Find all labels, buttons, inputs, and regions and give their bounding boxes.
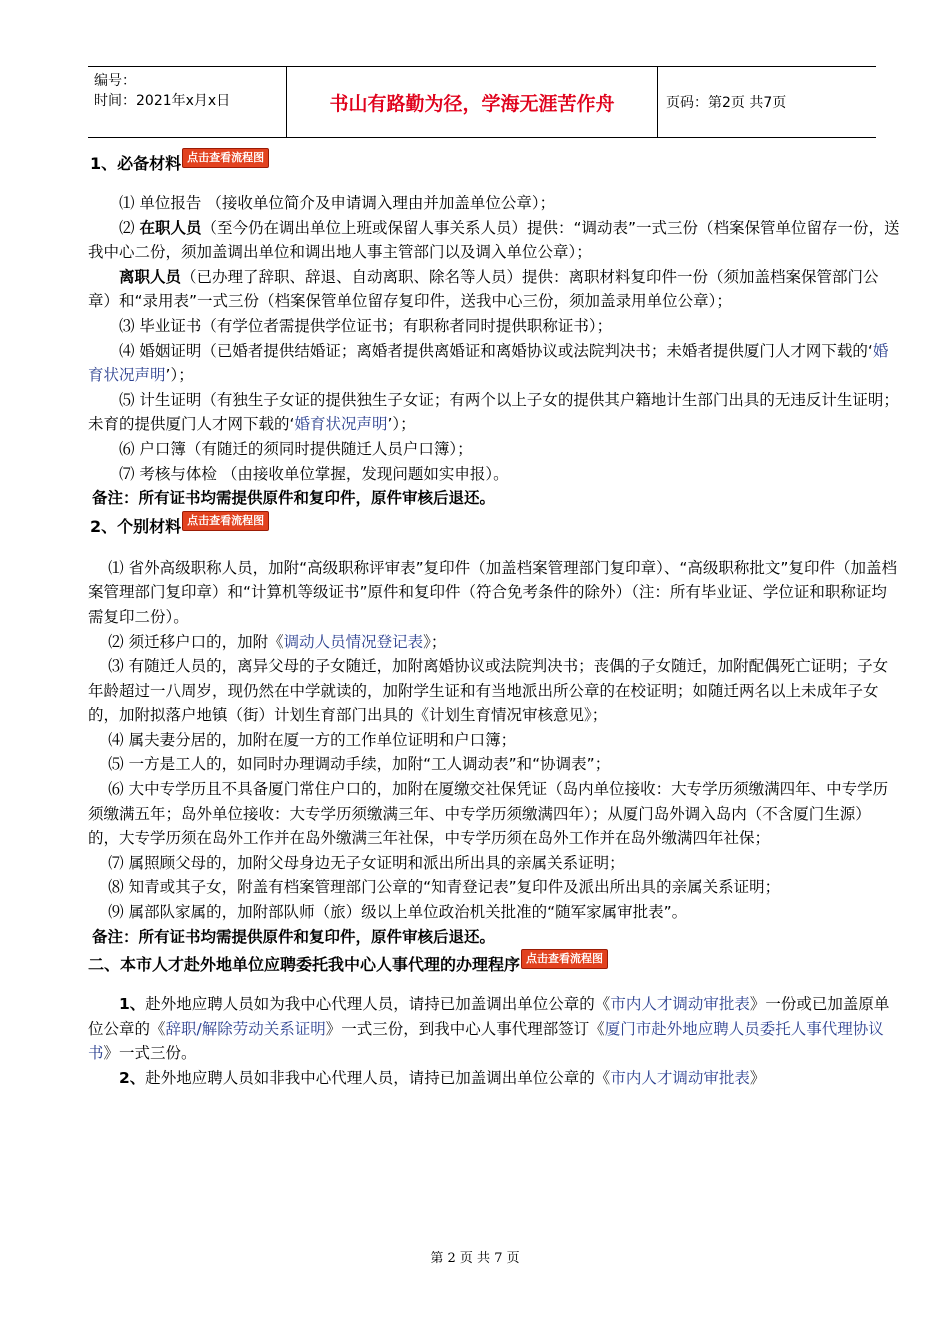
link-marriage-statement[interactable]: 婚育状况声明: [88, 341, 889, 385]
link-agency-agreement[interactable]: 厦门市赴外地应聘人员委托人事代理协议书: [88, 1019, 884, 1063]
paragraph: ⑷ 属夫妻分居的，加附在厦一方的工作单位证明和户口簿；: [108, 730, 517, 749]
paragraph: ⑴ 单位报告 （接收单位简介及申请调入理由并加盖单位公章）；: [119, 194, 556, 212]
section-title-specific: 2、个别材料 点击查看流程图: [90, 511, 900, 540]
header-left-cell: [88, 67, 286, 137]
section-title-procedure: 二、本市人才赴外地单位应聘委托我中心人事代理的办理程序 点击查看流程图: [88, 949, 900, 978]
paragraph: ⑹ 户口簿（有随迁的须同时提供随迁人员户口簿）；: [119, 439, 473, 458]
flowchart-button[interactable]: 点击查看流程图: [182, 148, 269, 168]
paragraph: ⑻ 知青或其子女，附盖有档案管理部门公章的“知青登记表”复印件及派出所出具的亲属关系证明；: [108, 878, 781, 897]
link-transfer-registration-form[interactable]: 调动人员情况登记表: [283, 632, 424, 651]
page-info: 页码：第2页 共7页: [666, 95, 787, 111]
paragraph: 2、赴外地应聘人员如非我中心代理人员，请持已加盖调出单位公章的《市内人才调动审批表》: [119, 1069, 766, 1087]
flowchart-button[interactable]: 点击查看流程图: [182, 511, 269, 531]
paragraph: 1、赴外地应聘人员如为我中心代理人员，请持已加盖调出单位公章的《市内人才调动审批表》一份或已加盖原单位公章的《辞职/解除劳动关系证明》一式三份，到我中心人事代理部签订《厦门市赴外地应聘人员委托人事代理协议书》一式三份。: [88, 995, 890, 1063]
paragraph: ⑵ 在职人员（至今仍在调出单位上班或保留人事关系人员）提供：“调动表”一式三份（档案保管单位留存一份，送我中心二份，须加盖调出单位和调出地人事主管部门以及调入单位公章）；: [88, 218, 900, 262]
section-title-required: 1、必备材料 点击查看流程图: [90, 148, 900, 177]
paragraph: ⑵ 须迁移户口的，加附《调动人员情况登记表》；: [108, 632, 447, 651]
paragraph: ⑸ 计生证明（有独生子女证的提供独生子女证；有两个以上子女的提供其户籍地计生部门出具的无违反计生证明；未育的提供厦门人才网下载的‘婚育状况声明’）；: [88, 390, 899, 434]
flowchart-button[interactable]: 点击查看流程图: [521, 949, 608, 969]
paragraph: 离职人员（已办理了辞职、辞退、自动离职、除名等人员）提供：离职材料复印件一份（须加盖档案保管部门公章）和“录用表”一式三份（档案保管单位留存复印件，送我中心三份，须加盖录用单位公章）；: [88, 267, 879, 311]
time-label: 时间：2021年x月x日: [94, 93, 231, 109]
paragraph: ⑺ 属照顾父母的，加附父母身边无子女证明和派出所出具的亲属关系证明；: [108, 853, 625, 872]
paragraph: ⑶ 毕业证书（有学位者需提供学位证书；有职称者同时提供职称证书）；: [119, 316, 613, 335]
link-marriage-statement[interactable]: 婚育状况声明: [294, 415, 388, 434]
paragraph: ⑸ 一方是工人的，如同时办理调动手续，加附“工人调动表”和“协调表”；: [108, 755, 611, 774]
paragraph: ⑶ 有随迁人员的，离异父母的子女随迁，加附离婚协议或法院判决书；丧偶的子女随迁，加附配偶死亡证明；子女年龄超过一八周岁，现仍然在中学就读的，加附学生证和有当地派出所公章的在校证明；如随迁两名以上未成年子女的，加附拟落户地镇（街）计划生育部门出具的《计划生育情况审核意见》；: [88, 657, 889, 725]
paragraph: ⑴ 省外高级职称人员，加附“高级职称评审表”复印件（加盖档案管理部门复印章）、“高级职称批文”复印件（加盖档案管理部门复印章）和“计算机等级证书”原件和复印件（符合免考条件的除外）（注：所有毕业证、学位证和职称证均需复印二份）。: [88, 558, 897, 626]
link-resignation-certificate[interactable]: 辞职/解除劳动关系证明: [165, 1019, 326, 1038]
code-label: 编号：: [94, 73, 136, 89]
paragraph: ⑷ 婚姻证明（已婚者提供结婚证；离婚者提供离婚证和离婚协议或法院判决书；未婚者提供厦门人才网下载的‘婚育状况声明’）；: [88, 341, 889, 385]
link-city-transfer-form[interactable]: 市内人才调动审批表: [610, 995, 750, 1014]
motto: 书山有路勤为径，学海无涯苦作舟: [286, 67, 658, 137]
page-header: [88, 66, 876, 138]
paragraph: ⑹ 大中专学历且不具备厦门常住户口的，加附在厦缴交社保凭证（岛内单位接收：大专学历须缴满四年、中专学历须缴满五年；岛外单位接收：大专学历须缴满三年、中专学历须缴满四年）；从厦门岛外调入岛内（不含厦门生源）的，大专学历须在岛外工作并在岛外缴满三年社保，中专学历须在岛外工作并在岛外缴满四年社保；: [88, 780, 889, 848]
link-city-transfer-form[interactable]: 市内人才调动审批表: [610, 1069, 750, 1087]
note: 备注：所有证书均需提供原件和复印件，原件审核后退还。: [92, 489, 496, 508]
page-footer: 第 2 页 共 7 页: [430, 1251, 520, 1266]
paragraph: ⑺ 考核与体检 （由接收单位掌握，发现问题如实申报）。: [119, 464, 509, 483]
note: 备注：所有证书均需提供原件和复印件，原件审核后退还。: [92, 927, 496, 946]
document-body: [88, 148, 900, 1091]
paragraph: ⑼ 属部队家属的，加附部队师（旅）级以上单位政治机关批准的“随军家属审批表”。: [108, 903, 688, 922]
